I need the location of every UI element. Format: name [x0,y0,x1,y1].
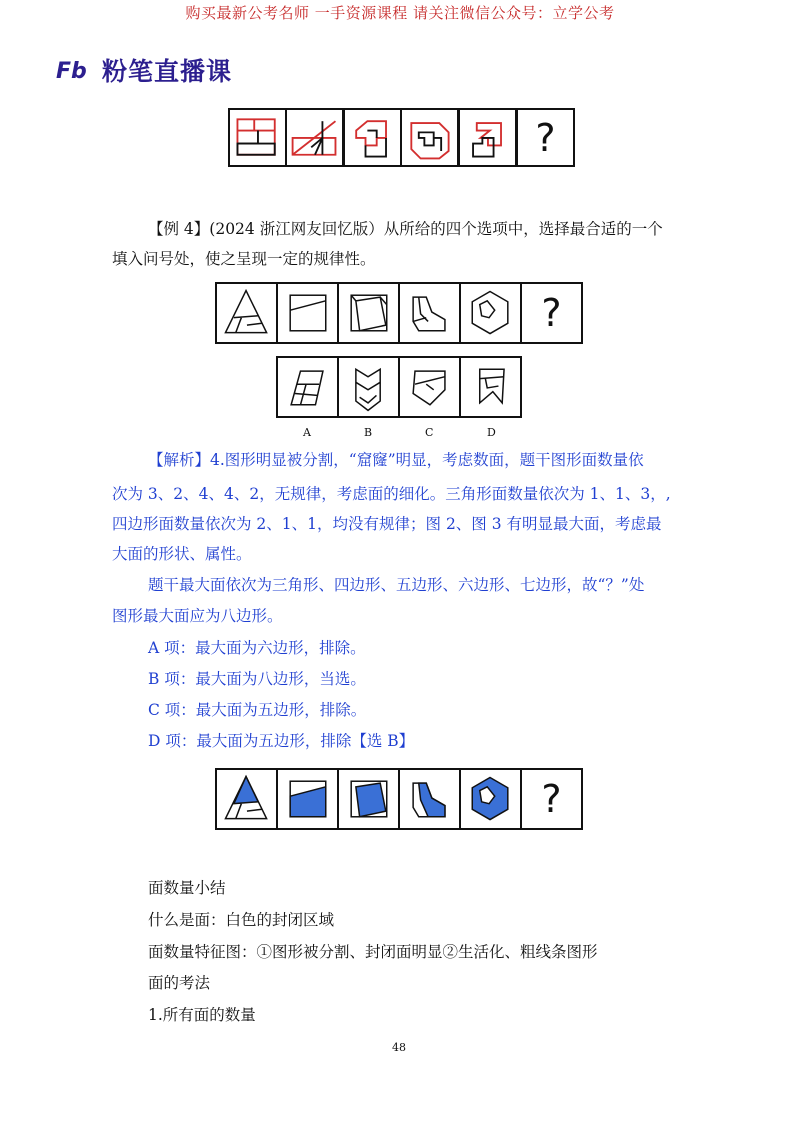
example-title-line1: 【例 4】(2024 浙江网友回忆版）从所给的四个选项中，选择最合适的一个 [148,220,663,238]
explanation-figure-4 [398,768,461,830]
promo-banner: 购买最新公考名师 一手资源课程 请关注微信公众号：立学公考 [185,4,615,22]
analysis-option-b: B 项：最大面为八边形，当选。 [148,670,366,688]
svg-text:Fb: Fb [56,59,87,82]
option-figure-a [276,356,339,418]
question-figure-5 [459,282,522,344]
analysis-line2: 次为 3、2、4、4、2，无规律，考虑面的细化。三角形面数量依次为 1、1、3，, [112,485,671,503]
explanation-figure-question: ? [520,768,583,830]
summary-method: 面的考法 [148,974,211,992]
question-figure-question: ? [520,282,583,344]
page-number: 48 [392,1041,406,1054]
prev-figure-1 [228,108,287,167]
analysis-option-a: A 项：最大面为六边形，排除。 [148,639,366,657]
summary-features: 面数量特征图：①图形被分割、封闭面明显②生活化、粗线条图形 [148,943,598,961]
analysis-option-c: C 项：最大面为五边形，排除。 [148,701,367,719]
analysis-line3: 四边形面数量依次为 2、1、1，均没有规律；图 2、图 3 有明显最大面，考虑最 [112,515,662,533]
explanation-figure-5 [459,768,522,830]
analysis-line6: 图形最大面应为八边形。 [112,607,283,625]
analysis-option-d: D 项：最大面为五边形，排除【选 B】 [148,732,415,750]
explanation-figure-1 [215,768,278,830]
explanation-figure-3 [337,768,400,830]
summary-item1: 1.所有面的数量 [148,1006,256,1024]
prev-figure-5 [458,108,517,167]
summary-title: 面数量小结 [148,879,226,897]
option-label-d: D [487,426,496,439]
option-figure-c [398,356,461,418]
analysis-line5: 题干最大面依次为三角形、四边形、五边形、六边形、七边形，故“？”处 [148,576,645,594]
option-label-a: A [303,426,311,439]
option-figure-b [337,356,400,418]
question-figure-3 [337,282,400,344]
prev-figure-question: ? [516,108,575,167]
explanation-figure-2 [276,768,339,830]
summary-what: 什么是面：白色的封闭区域 [148,911,335,929]
option-figure-d [459,356,522,418]
fb-logo-icon [56,58,96,82]
question-figure-1 [215,282,278,344]
question-figure-4 [398,282,461,344]
prev-figure-2 [285,108,344,167]
brand-logo [56,52,232,88]
logo-text: 粉笔直播课 [102,57,233,86]
prev-figure-3 [343,108,402,167]
question-figure-2 [276,282,339,344]
analysis-line1: 【解析】4.图形明显被分割，“窟窿”明显，考虑数面，题干图形面数量依 [148,451,644,469]
example-title-line2: 填入问号处，使之呈现一定的规律性。 [112,250,376,268]
analysis-line4: 大面的形状、属性。 [112,545,252,563]
prev-figure-4 [400,108,459,167]
option-label-b: B [364,426,373,439]
option-label-c: C [425,426,434,439]
